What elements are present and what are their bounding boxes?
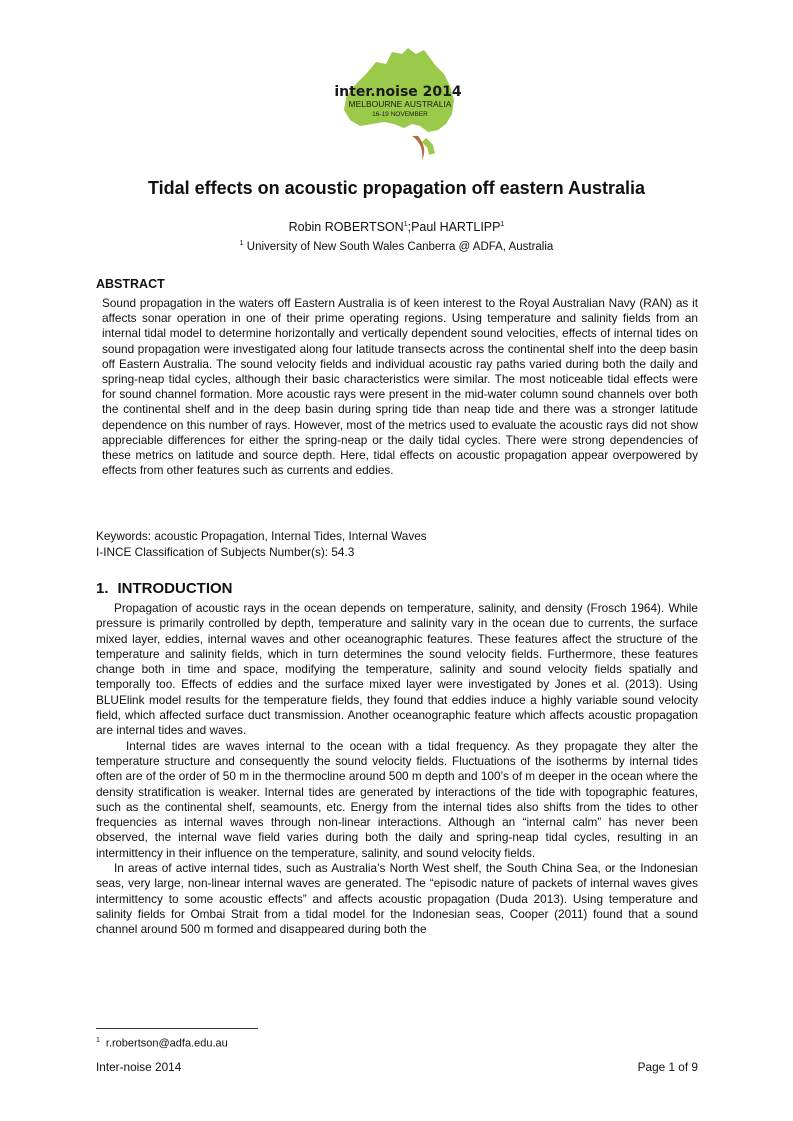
keywords-line: Keywords: acoustic Propagation, Internal Tides, Internal Waves bbox=[96, 529, 427, 543]
australia-map-logo bbox=[328, 44, 468, 166]
footnote-mark: 1 bbox=[96, 1037, 100, 1044]
author-2-affil-mark: 1 bbox=[500, 220, 505, 228]
author-1: Robin ROBERTSON bbox=[288, 220, 404, 234]
abstract-heading: ABSTRACT bbox=[96, 277, 165, 291]
section-number: 1. bbox=[96, 580, 109, 597]
section-title: INTRODUCTION bbox=[117, 580, 233, 597]
logo-location: MELBOURNE AUSTRALIA bbox=[348, 99, 452, 109]
classification-line: I-INCE Classification of Subjects Number(s): 54.3 bbox=[96, 544, 355, 559]
paper-title: Tidal effects on acoustic propagation off eastern Australia bbox=[147, 178, 646, 198]
intro-paragraph-1: Propagation of acoustic rays in the ocean depends on temperature, salinity, and density (Frosch 1964). While pressure is primarily controlled by depth, temperature and salinity vary in the ocean due to currents, the surface mixed layer, eddies, internal waves and other oceanographic features. These features affect the structure of the temperature and salinity fields, which in turn determines the sound velocity fields. Furthermore, these features change both in time and space, modifying the temperature, salinity and sound velocity fields spatially and temporally too. Effects of eddies and the surface mixed layer were investigated by Jones et al. (2013). Using BLUElink model results for the temperature fields, they found that eddies induce a highly variable sound velocity field, which affected surface duct transmission. Another oceanographic feature which affects acoustic propagation are internal tides and waves. bbox=[96, 601, 698, 738]
footnote-divider bbox=[96, 1028, 258, 1029]
footer-conference: Inter-noise 2014 bbox=[96, 1060, 182, 1074]
logo-title: inter.noise 2014 bbox=[334, 84, 462, 100]
footnote bbox=[96, 1037, 228, 1050]
keywords-block bbox=[96, 529, 427, 560]
author-line bbox=[0, 220, 793, 234]
intro-paragraph-2: Internal tides are waves internal to the ocean with a tidal frequency. As they propagate they alter the temperature structure and consequently the sound velocity fields. Fluctuations of the isotherms by internal tides often are of the order of 50 m in the thermocline around 500 m depth and 100’s of m deeper in the ocean where the density stratification is weaker. Internal tides are generated by interactions of the tide with topographic features, such as the continental shelf, seamounts, etc. Energy from the internal tides also shifts from the tides to other frequencies as internal waves through non-linear interactions. Although an “internal calm” has never been observed, the internal wave field varies during both the daily and spring-neap tidal cycles, resulting in an intermittency in their influence on the temperature, salinity, and sound velocity fields. bbox=[96, 738, 698, 860]
footer-page-number: Page 1 of 9 bbox=[637, 1060, 698, 1074]
conference-logo bbox=[328, 44, 468, 166]
affiliation bbox=[0, 241, 793, 253]
introduction-body bbox=[96, 601, 698, 938]
author-1-affil-mark: 1 bbox=[403, 220, 408, 228]
logo-dates: 16-19 NOVEMBER bbox=[372, 111, 428, 118]
section-heading-introduction bbox=[96, 580, 233, 597]
affiliation-text: University of New South Wales Canberra @ ADFA, Australia bbox=[243, 241, 554, 253]
author-2: Paul HARTLIPP bbox=[411, 220, 501, 234]
abstract-text: Sound propagation in the waters off Eastern Australia is of keen interest to the Royal Australian Navy (RAN) as it affects sonar operation in one of their prime operating regions. Using temperature and salinity fields from an internal tidal model to determine horizontally and vertically dependent sound velocities, effects of internal tides on sound propagation were investigated along four latitude transects across the continental shelf into the deep basin off Eastern Australia. The sound velocity fields and individual acoustic ray paths varied during both the daily and spring-neap tidal cycles, although their basic characteristics were similar. The most noticeable tidal effects were for sound channel formation. More acoustic rays were present in the mid-water column sound channels over both the continental shelf and in the deep basin during spring tide than neap tide and there was a stronger latitude dependence on this number of rays. However, most of the metrics used to evaluate the acoustic rays did not show appreciable differences for either the spring-neap or the daily tidal cycles. There were strong dependencies of these metrics on latitude and source depth. Here, tidal effects on acoustic propagation appear overpowered by effects from other features such as currents and eddies. bbox=[102, 296, 698, 478]
author-separator: ; bbox=[407, 220, 412, 234]
footnote-email[interactable]: r.robertson@adfa.edu.au bbox=[105, 1037, 228, 1050]
intro-paragraph-3: In areas of active internal tides, such as Australia’s North West shelf, the South China Sea, or the Indonesian seas, very large, non-linear internal waves are generated. The “episodic nature of packets of internal waves gives intermittency to some acoustic effects” and affects acoustic propagation (Duda 2013). Using temperature and salinity fields for Ombai Strait from a tidal model for the Indonesian seas, Cooper (2011) found that a sound channel around 500 m formed and disappeared during both the bbox=[96, 861, 698, 937]
affiliation-mark: 1 bbox=[239, 240, 244, 248]
